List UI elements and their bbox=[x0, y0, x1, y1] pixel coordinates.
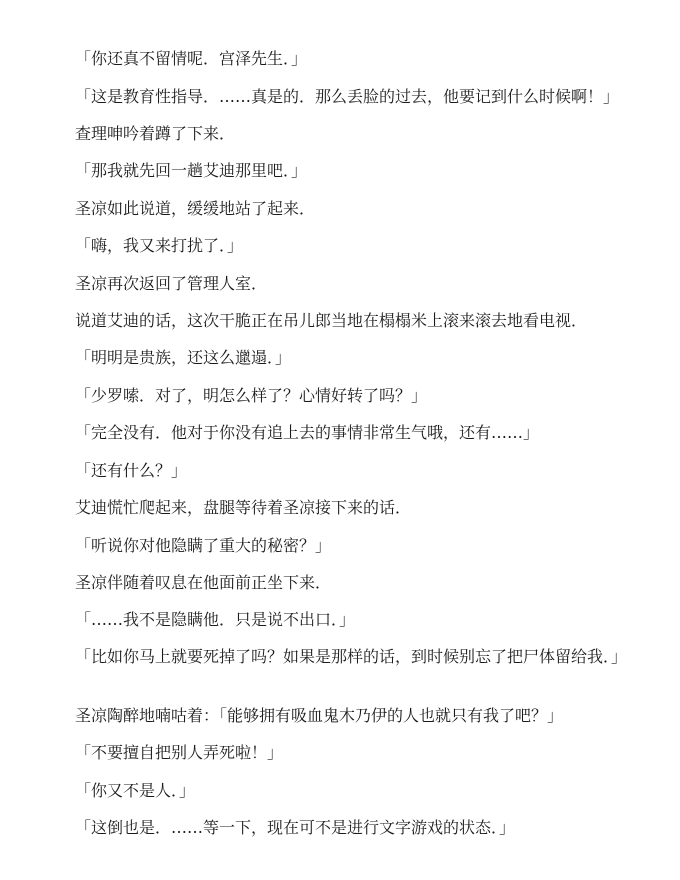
paragraph: 圣凉再次返回了管理人室． bbox=[75, 274, 268, 293]
paragraph: 「明明是贵族，还这么邋遢．」 bbox=[75, 348, 292, 367]
paragraph: 「少罗嗦．对了，明怎么样了？心情好转了吗？」 bbox=[75, 386, 428, 405]
paragraph: 「那我就先回一趟艾迪那里吧．」 bbox=[75, 161, 308, 180]
paragraph: 「听说你对他隐瞒了重大的秘密？」 bbox=[75, 536, 332, 555]
paragraph: 查理呻吟着蹲了下来． bbox=[75, 124, 236, 143]
paragraph: 「这是教育性指导．……真是的．那么丢脸的过去，他要记到什么时候啊！」 bbox=[75, 87, 620, 106]
paragraph: 圣凉伴随着叹息在他面前正坐下来． bbox=[75, 573, 332, 592]
paragraph: 「……我不是隐瞒他．只是说不出口．」 bbox=[75, 610, 356, 629]
paragraph: 「这倒也是．……等一下，现在可不是进行文字游戏的状态．」 bbox=[75, 818, 516, 837]
paragraph: 「你还真不留情呢．宫泽先生．」 bbox=[75, 49, 308, 68]
paragraph: 艾迪慌忙爬起来，盘腿等待着圣凉接下来的话． bbox=[75, 498, 412, 517]
paragraph: 「完全没有．他对于你没有追上去的事情非常生气哦，还有……」 bbox=[75, 423, 540, 442]
paragraph: 「还有什么？」 bbox=[75, 461, 188, 480]
paragraph: 「不要擅自把别人弄死啦！」 bbox=[75, 743, 284, 762]
paragraph: 圣凉如此说道，缓缓地站了起来． bbox=[75, 199, 316, 218]
paragraph: 「比如你马上就要死掉了吗？如果是那样的话，到时候别忘了把尸体留给我．」 bbox=[75, 647, 628, 666]
paragraph: 「嗨，我又来打扰了．」 bbox=[75, 236, 244, 255]
paragraph: 「你又不是人．」 bbox=[75, 781, 196, 800]
paragraph: 圣凉陶醉地喃咕着：「能够拥有吸血鬼木乃伊的人也就只有我了吧？」 bbox=[75, 706, 564, 725]
paragraph: 说道艾迪的话，这次干脆正在吊儿郎当地在榻榻米上滚来滚去地看电视． bbox=[75, 311, 588, 330]
